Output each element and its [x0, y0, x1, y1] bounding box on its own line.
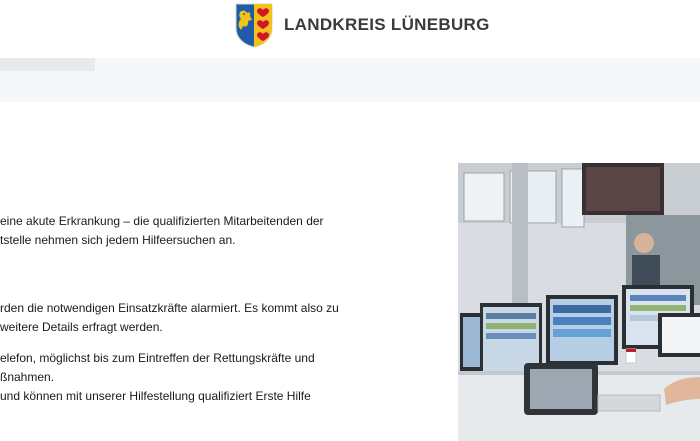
paragraph-line: weitere Details erfragt werden. — [0, 320, 163, 334]
paragraph-line: tstelle nehmen sich jedem Hilfeersuchen an. — [0, 233, 236, 247]
dispatch-center-illustration — [458, 163, 700, 441]
paragraph-line: elefon, möglichst bis zum Eintreffen der Rettungskräfte und — [0, 351, 315, 365]
paragraph-line: und können mit unserer Hilfestellung qualifiziert Erste Hilfe — [0, 389, 311, 403]
paragraph-line: rden die notwendigen Einsatzkräfte alarmiert. Es kommt also zu — [0, 301, 339, 315]
paragraph-line: ßnahmen. — [0, 370, 55, 384]
logo-text: LANDKREIS LÜNEBURG — [284, 15, 490, 34]
dispatch-center-photo — [458, 163, 700, 441]
paragraph-line: eine akute Erkrankung – die qualifizierten Mitarbeitenden der — [0, 214, 324, 228]
